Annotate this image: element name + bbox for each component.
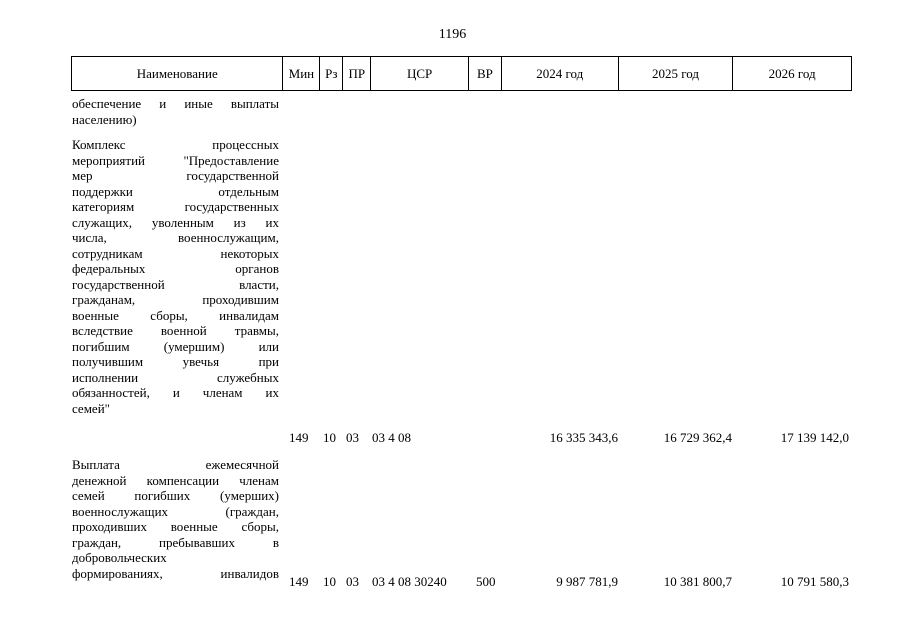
cell-rz: 10 <box>323 574 336 589</box>
cell-2026: 10 791 580,3 <box>780 574 849 589</box>
name-line: исполнении служебных <box>72 369 279 385</box>
name-line: числа, военнослужащим, <box>72 230 279 245</box>
name-line: проходивших военные сборы, <box>72 519 279 534</box>
cell-pr: 03 <box>346 574 359 589</box>
cell-min: 149 <box>289 574 309 589</box>
name-line: семей погибших (умерших) <box>72 488 279 503</box>
cell-2024: 9 987 781,9 <box>556 574 618 589</box>
name-line: категориям государственных <box>72 199 279 214</box>
name-line: поддержки отдельным <box>72 183 279 199</box>
cell-min: 149 <box>289 430 309 445</box>
table-row-name <box>72 96 279 127</box>
name-line: военнослужащих (граждан, <box>72 503 279 519</box>
header-2024: 2024 год <box>502 57 619 90</box>
name-line: служащих, уволенным из их <box>72 214 279 230</box>
cell-pr: 03 <box>346 430 359 445</box>
name-line: федеральных органов <box>72 261 279 276</box>
header-2025: 2025 год <box>619 57 734 90</box>
name-line: получившим увечья при <box>72 354 279 369</box>
name-line: граждан, пребывавших в <box>72 534 279 550</box>
cell-csr: 03 4 08 <box>372 430 411 445</box>
name-line: мер государственной <box>72 168 279 183</box>
cell-vr: 500 <box>476 574 496 589</box>
name-line: вследствие военной травмы, <box>72 323 279 338</box>
name-line: семей" <box>72 400 110 416</box>
name-line: обеспечение и иные выплаты <box>72 96 279 111</box>
name-line: сотрудникам некоторых <box>72 245 279 261</box>
name-line: гражданам, проходившим <box>72 292 279 307</box>
name-line: погибшим (умершим) или <box>72 338 279 354</box>
page-number: 1196 <box>438 27 467 42</box>
header-csr: ЦСР <box>371 57 469 90</box>
name-line: государственной власти, <box>72 276 279 292</box>
table-header <box>71 56 852 91</box>
name-line: обязанностей, и членам их <box>72 385 279 400</box>
table-row-name <box>72 137 279 416</box>
cell-2025: 10 381 800,7 <box>663 574 732 589</box>
name-line: формированиях, инвалидов <box>72 565 279 581</box>
cell-csr: 03 4 08 30240 <box>372 574 447 589</box>
name-line: населению) <box>72 111 137 127</box>
header-rz: Рз <box>320 57 343 90</box>
name-line: Комплекс процессных <box>72 137 279 152</box>
name-line: добровольческих <box>72 550 167 565</box>
cell-rz: 10 <box>323 430 336 445</box>
cell-2025: 16 729 362,4 <box>663 430 732 445</box>
header-pr: ПР <box>343 57 371 90</box>
name-line: денежной компенсации членам <box>72 472 279 488</box>
header-name: Наименование <box>72 57 283 90</box>
name-line: Выплата ежемесячной <box>72 457 279 472</box>
table-row-name <box>72 457 279 581</box>
cell-2024: 16 335 343,6 <box>549 430 618 445</box>
header-2026: 2026 год <box>768 65 816 81</box>
name-line: мероприятий "Предоставление <box>72 152 279 168</box>
header-min: Мин <box>283 57 320 90</box>
header-vr: ВР <box>469 57 502 90</box>
name-line: военные сборы, инвалидам <box>72 307 279 323</box>
cell-2026: 17 139 142,0 <box>780 430 849 445</box>
